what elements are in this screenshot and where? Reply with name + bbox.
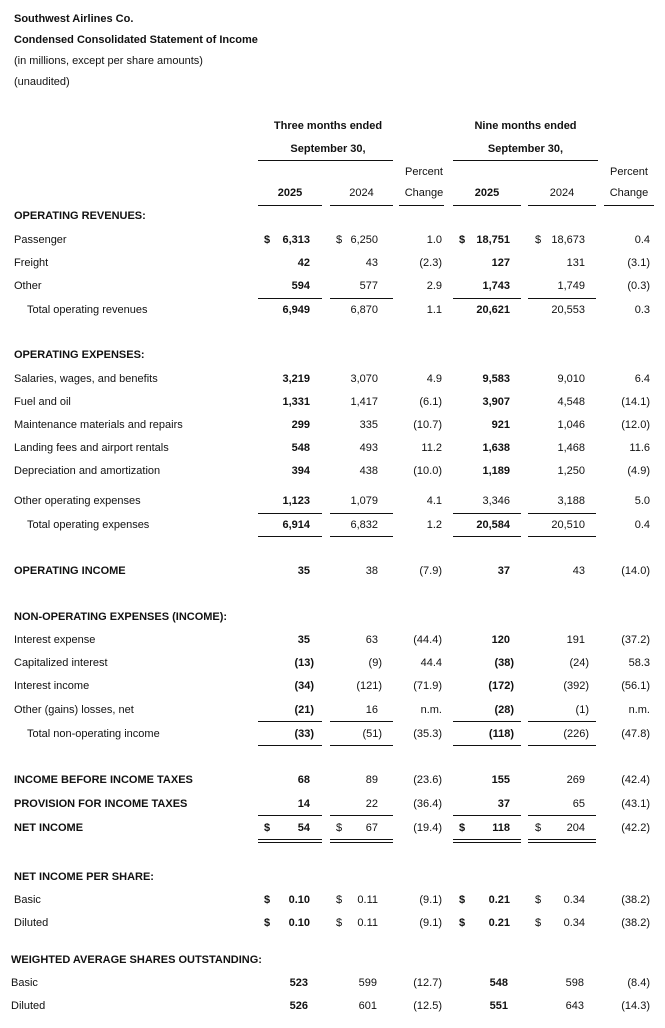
value-9m-2024: 4,548	[557, 396, 585, 408]
divider	[330, 536, 393, 537]
value-3m-2024: 6,832	[350, 519, 378, 531]
row-label: Total operating revenues	[27, 304, 148, 316]
value-9m-pct: (38.2)	[621, 917, 650, 929]
divider	[453, 536, 521, 537]
pct-change-header-9m: Change	[609, 187, 649, 199]
row-label: Interest expense	[14, 634, 96, 646]
currency-symbol: $	[264, 894, 271, 906]
value-9m-2025: 127	[491, 257, 510, 269]
value-3m-pct: (9.1)	[419, 917, 442, 929]
statement-title: Condensed Consolidated Statement of Income	[14, 34, 258, 46]
value-9m-2024: 1,468	[557, 442, 585, 454]
currency-symbol: $	[459, 234, 466, 246]
value-9m-pct: (56.1)	[621, 680, 650, 692]
value-3m-2025: 0.10	[288, 917, 310, 929]
row-label: Basic	[14, 894, 41, 906]
row-label: Salaries, wages, and benefits	[14, 373, 158, 385]
value-9m-pct: 5.0	[634, 495, 650, 507]
value-9m-2025: 551	[489, 1000, 508, 1012]
row-label: Total non-operating income	[27, 728, 160, 740]
table-row-income-taxes	[0, 798, 665, 814]
value-3m-pct: (2.3)	[419, 257, 442, 269]
value-3m-pct: (6.1)	[419, 396, 442, 408]
currency-symbol: $	[264, 822, 271, 834]
table-row-operating-income	[0, 565, 665, 581]
value-3m-pct: 1.2	[426, 519, 442, 531]
value-9m-pct: (42.4)	[621, 774, 650, 786]
year-2024-header-9m: 2024	[549, 187, 575, 199]
table-row-income-before-taxes	[0, 774, 665, 790]
row-label: NET INCOME	[14, 822, 84, 834]
value-9m-2025: 120	[491, 634, 510, 646]
value-3m-pct: (71.9)	[413, 680, 442, 692]
divider	[528, 721, 596, 722]
divider	[528, 205, 596, 206]
table-row-total-non-operating	[0, 728, 665, 744]
table-row-interest-expense	[0, 634, 665, 650]
value-9m-2025: 118	[492, 822, 510, 834]
value-3m-pct: (35.3)	[413, 728, 442, 740]
divider	[528, 513, 596, 514]
row-label: Other	[14, 280, 42, 292]
value-9m-2025: 37	[497, 798, 510, 810]
value-9m-2025: (118)	[488, 728, 514, 740]
value-9m-pct: (14.0)	[621, 565, 650, 577]
row-label: Freight	[14, 257, 49, 269]
divider	[604, 205, 654, 206]
value-3m-2025: 299	[291, 419, 310, 431]
value-9m-pct: (37.2)	[621, 634, 650, 646]
row-label: Other operating expenses	[14, 495, 141, 507]
value-3m-2025: 1,331	[282, 396, 310, 408]
divider	[330, 298, 393, 299]
value-9m-pct: (43.1)	[621, 798, 650, 810]
table-row-other-gains-losses	[0, 704, 665, 720]
company-name: Southwest Airlines Co.	[14, 13, 134, 25]
value-3m-2024: (121)	[356, 680, 382, 692]
value-3m-2024: 16	[365, 704, 378, 716]
value-9m-2025: 20,584	[476, 519, 510, 531]
value-9m-2024: 0.34	[563, 894, 585, 906]
currency-symbol: $	[336, 234, 343, 246]
row-label: Maintenance materials and repairs	[14, 419, 183, 431]
table-row-interest-income	[0, 680, 665, 696]
value-9m-2024: 3,188	[557, 495, 585, 507]
table-row-total-expenses	[0, 519, 665, 535]
row-label: Capitalized interest	[14, 657, 108, 669]
double-underline	[258, 839, 322, 843]
value-9m-pct: n.m.	[628, 704, 650, 716]
value-9m-pct: 0.3	[634, 304, 650, 316]
value-9m-pct: (3.1)	[627, 257, 650, 269]
value-9m-2024: 65	[572, 798, 585, 810]
value-3m-2025: 548	[291, 442, 310, 454]
divider	[528, 745, 596, 746]
value-3m-2024: 438	[359, 465, 378, 477]
value-3m-2025: 526	[289, 1000, 308, 1012]
double-underline	[453, 839, 521, 843]
value-9m-2024: 18,673	[551, 234, 585, 246]
value-9m-pct: (4.9)	[627, 465, 650, 477]
currency-symbol: $	[459, 822, 466, 834]
table-row-landing-fees	[0, 442, 665, 458]
table-row-net-income	[0, 822, 665, 838]
value-3m-2025: 523	[289, 977, 308, 989]
value-9m-2025: 3,907	[482, 396, 510, 408]
divider	[258, 721, 322, 722]
value-3m-pct: (36.4)	[413, 798, 442, 810]
currency-symbol: $	[535, 917, 542, 929]
table-row-depreciation	[0, 465, 665, 481]
value-3m-2025: (21)	[294, 704, 314, 716]
value-3m-2024: 0.11	[357, 917, 378, 929]
value-9m-2025: 9,583	[482, 373, 510, 385]
value-9m-2024: 191	[566, 634, 585, 646]
value-9m-pct: (42.2)	[621, 822, 650, 834]
divider	[258, 745, 322, 746]
value-3m-pct: (7.9)	[419, 565, 442, 577]
value-3m-2024: (9)	[368, 657, 382, 669]
value-3m-2024: 0.11	[357, 894, 378, 906]
row-label: Diluted	[11, 1000, 46, 1012]
value-3m-2025: 35	[297, 634, 310, 646]
value-9m-pct: (47.8)	[621, 728, 650, 740]
value-9m-pct: (12.0)	[621, 419, 650, 431]
value-3m-2025: 68	[297, 774, 310, 786]
nine-months-header: Nine months ended	[474, 120, 577, 132]
divider	[453, 721, 521, 722]
year-2025-header: 2025	[277, 187, 303, 199]
table-row-fuel	[0, 396, 665, 412]
value-3m-2025: 42	[297, 257, 310, 269]
value-9m-pct: (0.3)	[627, 280, 650, 292]
double-underline	[528, 839, 596, 843]
value-3m-2024: 38	[365, 565, 378, 577]
section-net-income-per-share: NET INCOME PER SHARE:	[14, 871, 154, 883]
value-3m-pct: 11.2	[421, 442, 442, 454]
table-row-maintenance	[0, 419, 665, 435]
currency-symbol: $	[535, 234, 542, 246]
value-9m-2025: 1,638	[482, 442, 510, 454]
currency-symbol: $	[264, 234, 271, 246]
divider	[453, 745, 521, 746]
value-3m-pct: 44.4	[420, 657, 442, 669]
value-3m-pct: (10.7)	[413, 419, 442, 431]
divider	[528, 536, 596, 537]
value-3m-2024: 3,070	[350, 373, 378, 385]
section-weighted-average-shares: WEIGHTED AVERAGE SHARES OUTSTANDING:	[11, 954, 262, 966]
value-3m-pct: (19.4)	[413, 822, 442, 834]
pct-header-2: Percent	[610, 166, 648, 178]
value-3m-2024: 67	[365, 822, 378, 834]
value-9m-pct: 0.4	[634, 234, 650, 246]
table-row-freight	[0, 257, 665, 273]
value-3m-pct: 2.9	[426, 280, 442, 292]
table-row-shares-diluted	[0, 1000, 665, 1016]
value-3m-2025: 6,914	[282, 519, 310, 531]
three-months-date: September 30,	[290, 143, 366, 155]
row-label: Interest income	[14, 680, 90, 692]
table-row-eps-diluted	[0, 917, 665, 933]
value-3m-pct: (10.0)	[413, 465, 442, 477]
value-3m-2024: 22	[365, 798, 378, 810]
value-3m-pct: 4.1	[426, 495, 442, 507]
value-3m-pct: (12.7)	[413, 977, 442, 989]
value-3m-pct: (44.4)	[413, 634, 442, 646]
row-label: Fuel and oil	[14, 396, 71, 408]
value-3m-pct: 1.1	[426, 304, 442, 316]
value-9m-2024: (24)	[569, 657, 589, 669]
value-3m-2024: 43	[365, 257, 378, 269]
divider	[258, 205, 322, 206]
value-9m-2024: 204	[566, 822, 585, 834]
value-3m-2024: 577	[359, 280, 378, 292]
year-2024-header: 2024	[349, 187, 374, 199]
value-9m-2025: 37	[497, 565, 510, 577]
value-9m-2025: 0.21	[488, 917, 510, 929]
value-9m-2024: 43	[572, 565, 585, 577]
value-9m-2025: 155	[491, 774, 510, 786]
audit-note: (unaudited)	[14, 76, 70, 88]
table-row-shares-basic	[0, 977, 665, 993]
value-9m-2024: 20,510	[551, 519, 585, 531]
value-9m-2024: (392)	[563, 680, 589, 692]
currency-symbol: $	[535, 894, 542, 906]
value-9m-2025: 18,751	[476, 234, 510, 246]
table-row-other-revenue	[0, 280, 665, 296]
section-operating-expenses: OPERATING EXPENSES:	[14, 349, 145, 361]
value-9m-pct: (38.2)	[621, 894, 650, 906]
value-3m-pct: (12.5)	[413, 1000, 442, 1012]
divider	[453, 205, 521, 206]
value-3m-2024: (51)	[362, 728, 382, 740]
divider	[330, 205, 393, 206]
value-3m-2024: 89	[365, 774, 378, 786]
divider	[453, 815, 521, 816]
row-label: OPERATING INCOME	[14, 565, 126, 577]
value-9m-2024: 598	[565, 977, 584, 989]
value-3m-2025: 6,949	[282, 304, 310, 316]
value-3m-2024: 1,417	[350, 396, 378, 408]
divider	[528, 815, 596, 816]
nine-months-date: September 30,	[487, 143, 564, 155]
divider	[528, 298, 596, 299]
row-label: Basic	[11, 977, 38, 989]
value-9m-2025: 20,621	[476, 304, 510, 316]
value-3m-2025: 35	[297, 565, 310, 577]
value-9m-2025: (172)	[488, 680, 514, 692]
value-9m-2025: 3,346	[482, 495, 510, 507]
row-label: Diluted	[14, 917, 49, 929]
row-label: Passenger	[14, 234, 67, 246]
value-3m-2024: 63	[365, 634, 378, 646]
currency-symbol: $	[336, 917, 343, 929]
value-9m-2025: (28)	[494, 704, 514, 716]
value-3m-2025: 394	[291, 465, 310, 477]
value-3m-2025: 1,123	[282, 495, 310, 507]
divider	[258, 536, 322, 537]
divider	[453, 513, 521, 514]
currency-symbol: $	[336, 822, 343, 834]
table-row-passenger	[0, 234, 665, 250]
currency-symbol: $	[336, 894, 343, 906]
year-2025-header-9m: 2025	[474, 187, 500, 199]
value-9m-pct: 0.4	[634, 519, 650, 531]
divider	[258, 298, 322, 299]
value-3m-2025: 14	[297, 798, 310, 810]
divider	[330, 721, 393, 722]
value-3m-pct: n.m.	[420, 704, 442, 716]
value-9m-2025: 1,189	[482, 465, 510, 477]
value-9m-2024: 269	[566, 774, 585, 786]
value-9m-2024: 20,553	[551, 304, 585, 316]
value-3m-2025: (33)	[294, 728, 314, 740]
value-9m-pct: (14.3)	[621, 1000, 650, 1012]
value-9m-2024: 0.34	[563, 917, 585, 929]
value-9m-2025: 548	[489, 977, 508, 989]
value-9m-pct: 11.6	[629, 442, 650, 454]
currency-symbol: $	[459, 894, 466, 906]
value-3m-2025: 0.10	[288, 894, 310, 906]
value-9m-2024: 1,749	[557, 280, 585, 292]
table-row-eps-basic	[0, 894, 665, 910]
row-label: INCOME BEFORE INCOME TAXES	[14, 774, 193, 786]
double-underline	[330, 839, 393, 843]
value-9m-2024: 1,046	[557, 419, 585, 431]
table-row-salaries	[0, 373, 665, 389]
value-3m-2025: 6,313	[282, 234, 310, 246]
value-3m-2024: 601	[358, 1000, 377, 1012]
table-row-capitalized-interest	[0, 657, 665, 673]
currency-symbol: $	[264, 917, 271, 929]
section-non-operating: NON-OPERATING EXPENSES (INCOME):	[14, 611, 228, 623]
three-months-header: Three months ended	[273, 120, 383, 132]
value-9m-pct: 58.3	[628, 657, 650, 669]
table-row-total-revenues	[0, 304, 665, 320]
table-row-other-expenses	[0, 495, 665, 511]
value-3m-2024: 6,870	[350, 304, 378, 316]
value-3m-2024: 335	[359, 419, 378, 431]
divider	[258, 815, 322, 816]
divider	[258, 513, 322, 514]
row-label: Other (gains) losses, net	[14, 704, 134, 716]
units-note: (in millions, except per share amounts)	[14, 55, 203, 67]
value-3m-2025: 54	[297, 822, 310, 834]
divider	[330, 513, 393, 514]
value-3m-pct: (23.6)	[413, 774, 442, 786]
currency-symbol: $	[459, 917, 466, 929]
value-9m-2024: (1)	[575, 704, 589, 716]
value-9m-2025: (38)	[494, 657, 514, 669]
row-label: Landing fees and airport rentals	[14, 442, 169, 454]
value-3m-2024: 6,250	[350, 234, 378, 246]
value-3m-2025: 3,219	[282, 373, 310, 385]
pct-header-1: Percent	[405, 166, 443, 178]
row-label: Total operating expenses	[27, 519, 150, 531]
pct-change-header: Change	[404, 187, 444, 199]
value-3m-2024: 493	[359, 442, 378, 454]
value-3m-2024: 599	[358, 977, 377, 989]
value-3m-2025: (13)	[294, 657, 314, 669]
divider	[330, 815, 393, 816]
value-9m-2024: (226)	[563, 728, 589, 740]
value-9m-2024: 131	[566, 257, 585, 269]
value-9m-2024: 643	[565, 1000, 584, 1012]
value-3m-2025: (34)	[294, 680, 314, 692]
value-3m-2024: 1,079	[350, 495, 378, 507]
value-3m-pct: (9.1)	[419, 894, 442, 906]
value-9m-2024: 1,250	[557, 465, 585, 477]
divider	[399, 205, 444, 206]
divider	[453, 298, 521, 299]
value-9m-2024: 9,010	[557, 373, 585, 385]
value-3m-pct: 4.9	[426, 373, 442, 385]
value-3m-2025: 594	[291, 280, 310, 292]
value-9m-2025: 921	[491, 419, 510, 431]
header-underline	[258, 160, 393, 161]
row-label: PROVISION FOR INCOME TAXES	[14, 798, 188, 810]
divider	[330, 745, 393, 746]
value-3m-pct: 1.0	[426, 234, 442, 246]
value-9m-2025: 1,743	[482, 280, 510, 292]
value-9m-pct: (14.1)	[621, 396, 650, 408]
section-operating-revenues: OPERATING REVENUES:	[14, 210, 146, 222]
row-label: Depreciation and amortization	[14, 465, 161, 477]
value-9m-pct: 6.4	[634, 373, 650, 385]
header-underline	[453, 160, 598, 161]
currency-symbol: $	[535, 822, 542, 834]
value-9m-2025: 0.21	[488, 894, 510, 906]
value-9m-pct: (8.4)	[627, 977, 650, 989]
